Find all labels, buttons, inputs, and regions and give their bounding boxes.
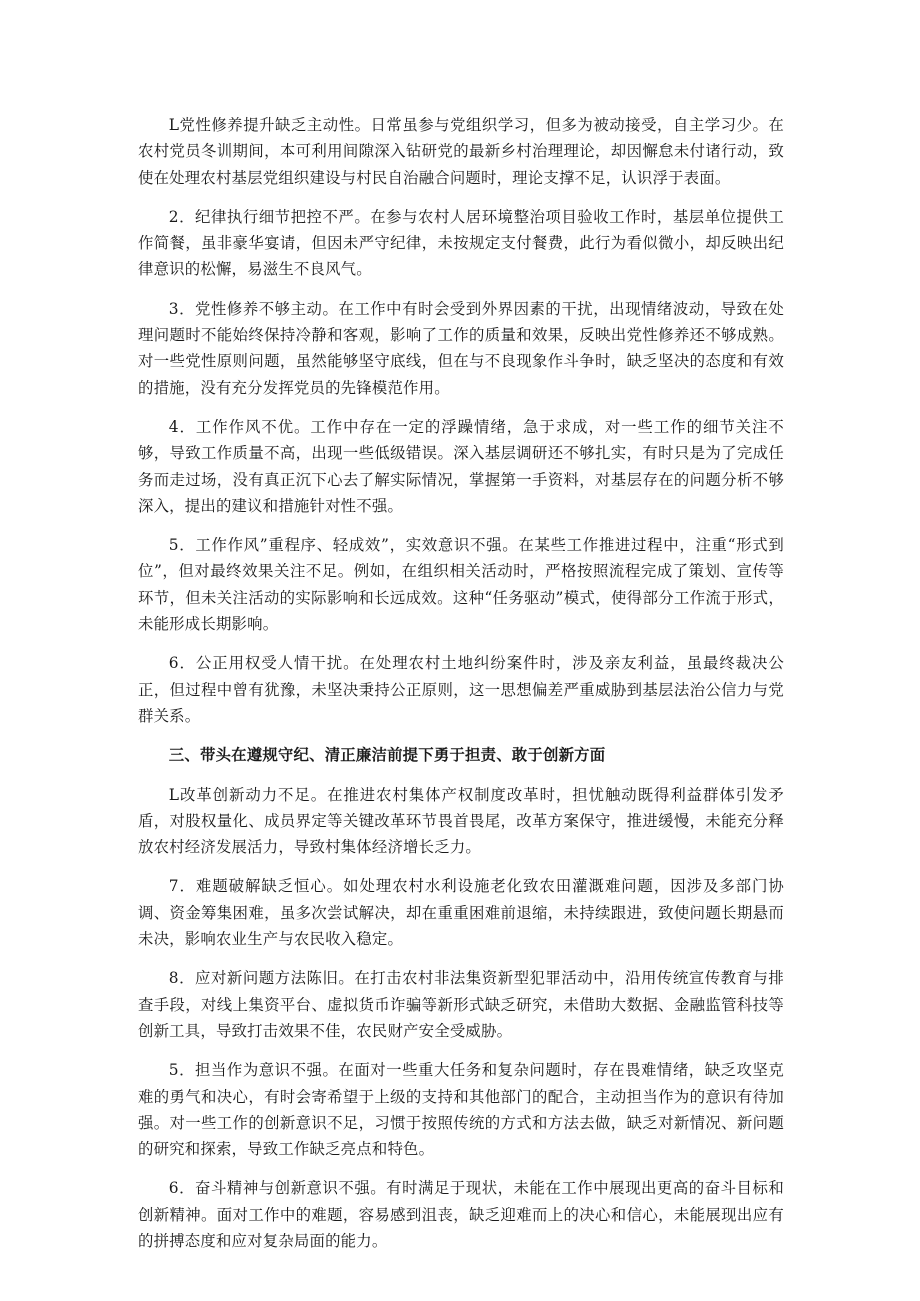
section3-item-5: 6．奋斗精神与创新意识不强。有时满足于现状，未能在工作中展现出更高的奋斗目标和创新精神。面对工作中的难题，容易感到沮丧，缺乏迎难而上的决心和信心，未能展现出应有的拼搏态度和应对复杂局面的能力。 xyxy=(138,1179,784,1250)
section2-item-1: L党性修养提升缺乏主动性。日常虽参与党组织学习，但多为被动接受，自主学习少。在农村党员冬训期间，本可利用间隙深入钻研党的最新乡村治理理论，却因懈怠未付诸行动，致使在处理农村基层党组织建设与村民自治融合问题时，理论支撑不足，认识浮于表面。 xyxy=(138,116,784,187)
section3-item-3: 8．应对新问题方法陈旧。在打击农村非法集资新型犯罪活动中，沿用传统宣传教育与排查手段，对线上集资平台、虚拟货币诈骗等新形式缺乏研究，未借助大数据、金融监管科技等创新工具，导致打击效果不佳，农民财产安全受威胁。 xyxy=(138,969,784,1040)
section3-item-2: 7．难题破解缺乏恒心。如处理农村水利设施老化致农田灌溉难问题，因涉及多部门协调、资金筹集困难，虽多次尝试解决，却在重重困难前退缩，未持续跟进，致使问题长期悬而未决，影响农业生产与农民收入稳定。 xyxy=(138,877,784,949)
section3-item-1: L改革创新动力不足。在推进农村集体产权制度改革时，担忧触动既得利益群体引发矛盾，对股权量化、成员界定等关键改革环节畏首畏尾，改革方案保守，推进缓慢，未能充分释放农村经济发展活力，导致村集体经济增长乏力。 xyxy=(138,785,784,857)
section2-item-4: 4．工作作风不优。工作中存在一定的浮躁情绪，急于求成，对一些工作的细节关注不够，导致工作质量不高，出现一些低级错误。深入基层调研还不够扎实，有时只是为了完成任务而走过场，没有真正沉下心去了解实际情况，掌握第一手资料，对基层存在的问题分析不够深入，提出的建议和措施针对性不强。 xyxy=(138,417,784,515)
section2-item-2: 2．纪律执行细节把控不严。在参与农村人居环境整治项目验收工作时，基层单位提供工作简餐，虽非豪华宴请，但因未严守纪律，未按规定支付餐费，此行为看似微小，却反映出纪律意识的松懈，易滋生不良风气。 xyxy=(138,207,784,279)
section2-item-3: 3．党性修养不够主动。在工作中有时会受到外界因素的干扰，出现情绪波动，导致在处理问题时不能始终保持冷静和客观，影响了工作的质量和效果，反映出党性修养还不够成熟。对一些党性原则问题，虽然能够坚守底线，但在与不良现象作斗争时，缺乏坚决的态度和有效的措施，没有充分发挥党员的先锋模范作用。 xyxy=(138,299,784,397)
section3-item-4: 5．担当作为意识不强。在面对一些重大任务和复杂问题时，存在畏难情绪，缺乏攻坚克难的勇气和决心，有时会寄希望于上级的支持和其他部门的配合，主动担当作为的意识有待加强。对一些工作的创新意识不足，习惯于按照传统的方式和方法去做，缺乏对新情况、新问题的研究和探索，导致工作缺乏亮点和特色。 xyxy=(138,1061,784,1159)
section2-item-6: 6．公正用权受人情干扰。在处理农村土地纠纷案件时，涉及亲友利益，虽最终裁决公正，但过程中曾有犹豫，未坚决秉持公正原则，这一思想偏差严重威胁到基层法治公信力与党群关系。 xyxy=(138,654,784,725)
section2-item-5: 5．工作作风”重程序、轻成效”，实效意识不强。在某些工作推进过程中，注重“形式到位”，但对最终效果关注不足。例如，在组织相关活动时，严格按照流程完成了策划、宣传等环节，但未关注活动的实际影响和长远成效。这种“任务驱动”模式，使得部分工作流于形式，未能形成长期影响。 xyxy=(138,536,784,634)
document-body xyxy=(138,112,784,1267)
section3-heading: 三、带头在遵规守纪、清正廉洁前提下勇于担责、敢于创新方面 xyxy=(168,746,606,765)
